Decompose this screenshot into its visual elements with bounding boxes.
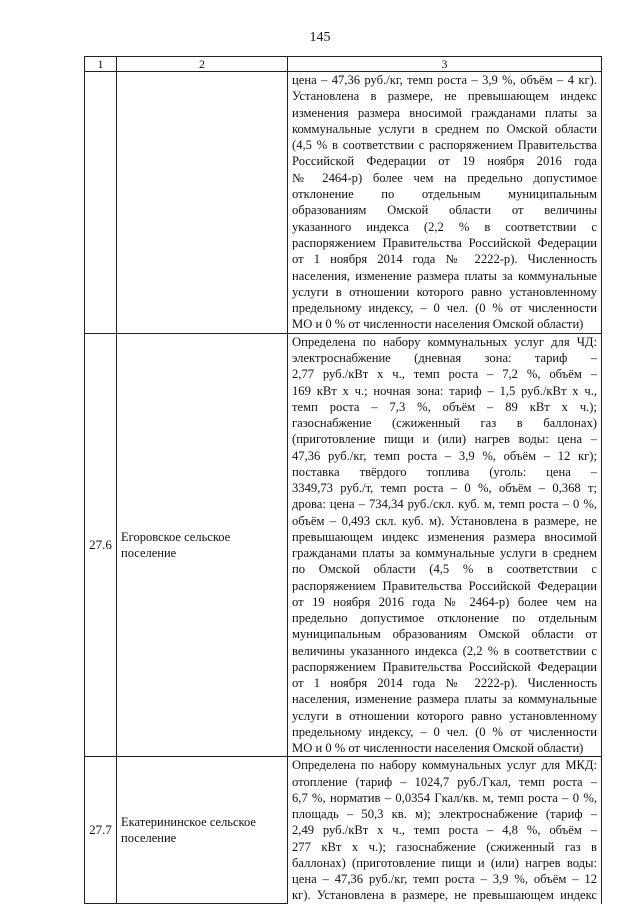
text-line: от 19 ноября 2016 года № 2464-р) более чем на (292, 594, 597, 609)
row-number (85, 72, 117, 334)
text-line: распоряжением Правительства Российской Федерации (292, 578, 597, 593)
text-line: № 2464-р) более чем на предельно допустимое (292, 170, 597, 185)
text-line: от 1 ноября 2014 года № 2222-р). Численность (292, 252, 597, 267)
text-line: населения, изменение размера платы за коммунальные (292, 692, 597, 707)
text-line: электроснабжение (дневная зона: тариф – (292, 351, 597, 365)
text-line: 47,36 руб./кг, темп роста – 3,9 %, объём – 12 кг); (292, 448, 597, 463)
text-line: Определена по набору коммунальных услуг для ЧД: (292, 334, 597, 349)
text-line: предельному индексу, – 0 чел. (0 % от численности (292, 724, 597, 739)
text-line: объём – 0,493 скл. куб. м). Установлена в размере, не (292, 513, 597, 528)
text-line: поставка твёрдого топлива (уголь: цена – (292, 464, 597, 479)
text-line: гражданами платы за коммунальные услуги в среднем (292, 546, 597, 560)
row-description (288, 333, 602, 757)
text-line: величины указанного индекса (2,2 % в соответствии с (292, 643, 597, 658)
municipality-name (117, 757, 288, 904)
text-line: от 1 ноября 2014 года № 2222-р). Численность (292, 676, 597, 690)
text-line: 3349,73 руб./т, темп роста – 0 %, объём – 0,368 т; (292, 481, 597, 495)
text-line: МО и 0 % от численности населения Омской области) (292, 741, 584, 755)
text-line: предельно допустимое отклонение по отдельным (292, 611, 597, 625)
text-line: коммунальные услуги в среднем по Омской области (292, 121, 597, 136)
text-line: распоряжением Правительства Российской Федерации (292, 659, 597, 674)
text-line: (приготовление пищи и (или) нагрев воды: цена – (292, 432, 597, 447)
text-line: Установлена в размере, не превышающем индекс (292, 89, 597, 104)
row-number: 27.6 (85, 333, 117, 757)
table-header-row (85, 57, 602, 72)
text-line: 2,77 руб./кВт х ч., темп роста – 7,2 %, объём – (292, 367, 597, 382)
page-number: 145 (309, 30, 331, 45)
text-line: указанного индекса (2,2 % в соответствии с (292, 219, 597, 234)
text-line: дрова: цена – 734,34 руб./скл. куб. м, темп роста – 0 %, (292, 497, 597, 512)
header-col-3: 3 (288, 57, 602, 72)
document-table (84, 56, 602, 904)
header-col-1: 1 (85, 57, 117, 72)
text-line: отопление (тариф – 1024,7 руб./Гкал, темп роста – (292, 774, 597, 789)
header-col-2: 2 (117, 57, 288, 72)
municipality-name (117, 72, 288, 334)
table-row (85, 333, 602, 757)
text-line: услуги в отношении которого равно установленному (292, 708, 597, 723)
text-line: площадь – 50,3 кв. м); электроснабжение (тариф – (292, 807, 597, 821)
text-line: 6,7 %, норматив – 0,0354 Гкал/кв. м, темп роста – 0 %, (292, 790, 597, 805)
text-line: отклонение по отдельным муниципальным (292, 187, 597, 202)
text-line: темп роста – 7,3 %, объём – 89 кВт х ч.); (292, 399, 597, 414)
row-number: 27.7 (85, 757, 117, 904)
municipality-name-line: поселение (121, 546, 177, 560)
municipality-name-line: Егоровское сельское (121, 530, 231, 544)
table-row (85, 72, 602, 334)
row-description (288, 72, 602, 334)
text-line: населения, изменение размера платы за коммунальные (292, 268, 597, 283)
row-description (288, 757, 602, 904)
municipality-name-line: Екатерининское сельское (121, 815, 256, 830)
text-line: услуги в отношении которого равно установленному (292, 284, 597, 299)
text-line: кг). Установлена в размере, не превышающем индекс (292, 888, 597, 903)
text-line: цена – 47,36 руб./кг, темп роста – 3,9 %, объём – 4 кг). (292, 73, 597, 87)
text-line: по Омской области (4,5 % в соответствии с (292, 562, 597, 577)
text-line: 169 кВт х ч.; ночная зона: тариф – 1,5 руб./кВт х ч., (292, 383, 597, 398)
text-line: (4,5 % в соответствии с распоряжением Правительства (292, 138, 597, 153)
text-line: изменения размера вносимой гражданами платы за (292, 105, 597, 120)
text-line: образованиям Омской области от величины (292, 203, 597, 218)
text-line: предельному индексу, – 0 чел. (0 % от численности (292, 301, 597, 316)
text-line: муниципальным образованиям Омской области от (292, 627, 597, 642)
text-line: 2,49 руб./кВт х ч., темп роста – 4,8 %, объём – (292, 823, 597, 838)
text-line: 277 кВт х ч.); газоснабжение (сжиженный газ в (292, 839, 597, 854)
table-row (85, 757, 602, 904)
municipality-name-line: поселение (121, 831, 177, 846)
text-line: цена – 47,36 руб./кг, темп роста – 3,9 %, объём – 12 (292, 872, 597, 886)
municipality-name (117, 333, 288, 757)
text-line: МО и 0 % от численности населения Омской области) (292, 317, 584, 332)
text-line: Определена по набору коммунальных услуг для МКД: (292, 758, 597, 773)
text-line: Российской Федерации от 19 ноября 2016 года (292, 154, 597, 169)
text-line: распоряжением Правительства Российской Федерации (292, 235, 597, 250)
text-line: превышающем индекс изменения размера вносимой (292, 529, 597, 544)
text-line: баллонах) (приготовление пищи и (или) нагрев воды: (292, 855, 597, 870)
text-line: газоснабжение (сжиженный газ в баллонах) (292, 416, 597, 430)
